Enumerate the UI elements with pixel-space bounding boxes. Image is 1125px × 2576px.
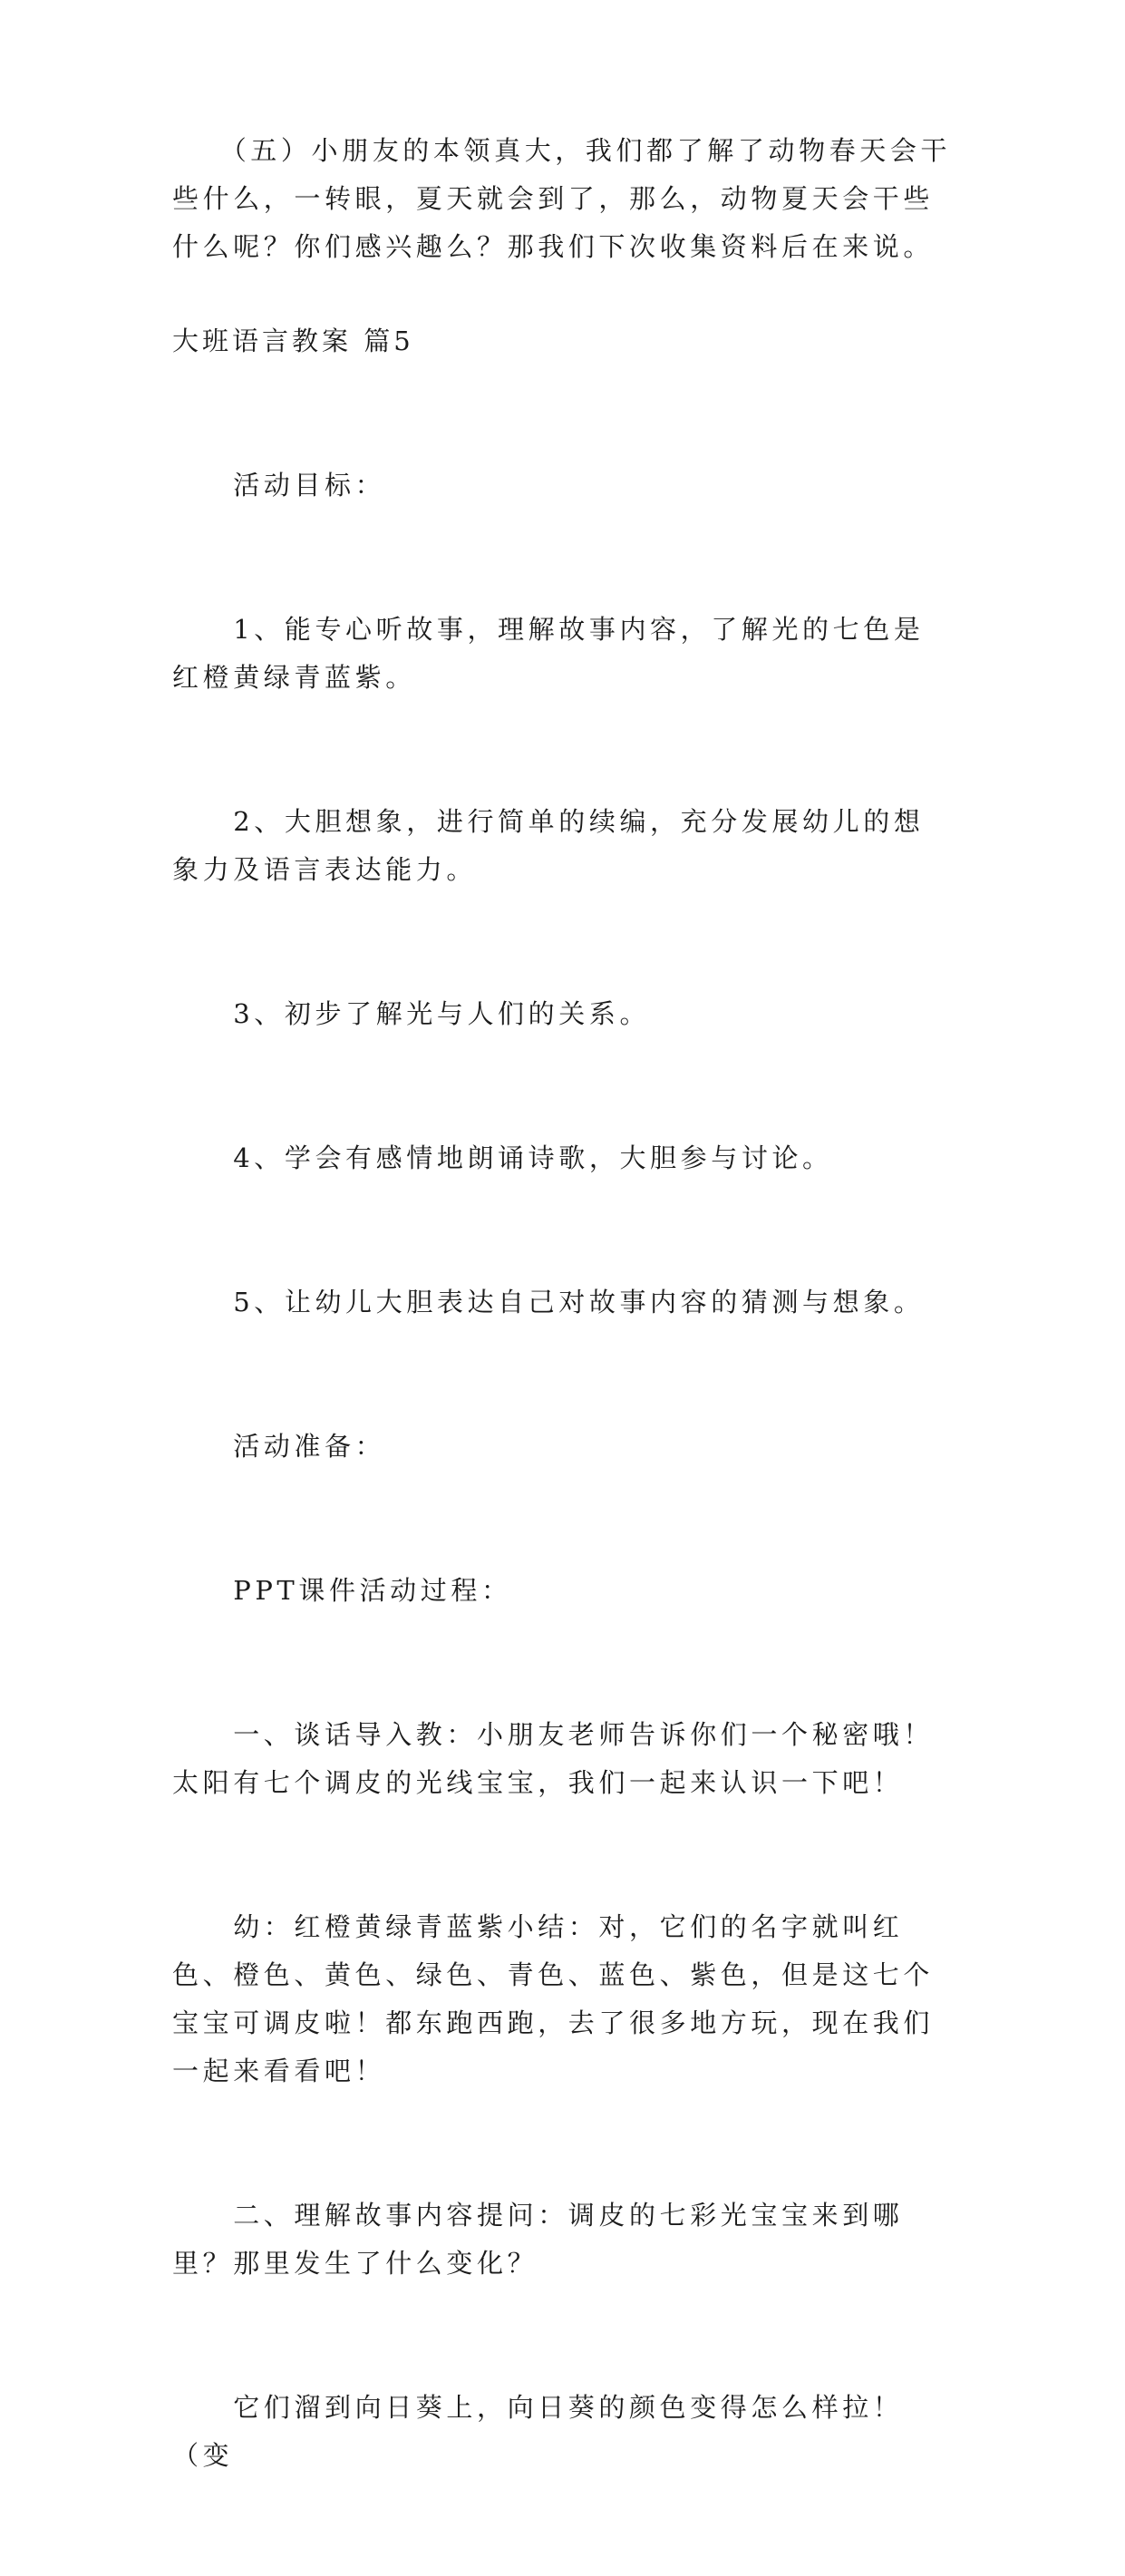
paragraph: 二、理解故事内容提问：调皮的七彩光宝宝来到哪里？那里发生了什么变化？ [172, 2200, 904, 2279]
paragraph: 它们溜到向日葵上，向日葵的颜色变得怎么样拉！（变 [172, 2392, 904, 2471]
paragraph: 5、让幼儿大胆表达自己对故事内容的猜测与想象。 [172, 1287, 925, 1317]
section-heading: 大班语言教案 篇5 [172, 326, 414, 356]
paragraph: 活动目标： [172, 470, 386, 501]
paragraph-intro: （五）小朋友的本领真大，我们都了解了动物春天会干些什么，一转眼，夏天就会到了，那么，动物夏天会干些什么呢？你们感兴趣么？那我们下次收集资料后在来说。 [172, 135, 952, 262]
paragraph: 活动准备： [172, 1431, 386, 1462]
paragraph: 一、谈话导入教：小朋友老师告诉你们一个秘密哦！太阳有七个调皮的光线宝宝，我们一起来认识一下吧！ [172, 1719, 935, 1798]
paragraph: 3、初步了解光与人们的关系。 [172, 998, 651, 1029]
paragraph: 4、学会有感情地朗诵诗歌，大胆参与讨论。 [172, 1142, 833, 1173]
paragraph: PPT课件活动过程： [172, 1575, 512, 1606]
body-paragraphs [172, 365, 952, 2576]
paragraph: 幼：红橙黄绿青蓝紫小结：对，它们的名字就叫红色、橙色、黄色、绿色、青色、蓝色、紫色，但是这七个宝宝可调皮啦！都东跑西跑，去了很多地方玩，现在我们一起来看看吧！ [172, 1911, 935, 2086]
paragraph: 1、能专心听故事，理解故事内容，了解光的七色是红橙黄绿青蓝紫。 [172, 614, 925, 693]
paragraph: 2、大胆想象，进行简单的续编，充分发展幼儿的想象力及语言表达能力。 [172, 806, 925, 885]
